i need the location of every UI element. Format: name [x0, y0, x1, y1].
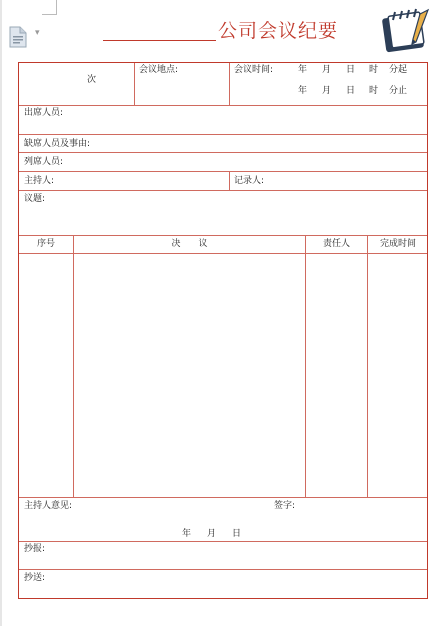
- end-month: 月: [322, 86, 332, 96]
- end-minute: 分止: [389, 86, 408, 96]
- document-icon[interactable]: [7, 26, 29, 48]
- signature-label: 签字:: [274, 501, 296, 511]
- col-divider: [73, 235, 74, 497]
- row-divider: [19, 171, 427, 172]
- crop-mark: [56, 0, 57, 14]
- session-label: 次: [87, 75, 97, 85]
- col-divider: [305, 235, 306, 497]
- notebook-pen-icon: [380, 8, 432, 54]
- host-label: 主持人:: [24, 176, 55, 186]
- observers-label: 列席人员:: [24, 157, 64, 167]
- row-divider: [19, 253, 427, 254]
- row-divider: [19, 105, 427, 106]
- topics-label: 议题:: [24, 194, 46, 204]
- title-underline: [103, 40, 216, 41]
- page-title: 公司会议纪要: [218, 20, 339, 42]
- start-hour: 时: [369, 65, 379, 75]
- col-divider: [134, 63, 135, 105]
- col-header-deadline: 完成时间: [379, 239, 416, 249]
- col-divider: [229, 63, 230, 105]
- col-divider: [367, 235, 368, 497]
- start-minute: 分起: [389, 65, 408, 75]
- date-day: 日: [232, 529, 242, 539]
- row-divider: [19, 190, 427, 191]
- absentees-label: 缺席人员及事由:: [24, 139, 91, 149]
- row-divider: [19, 134, 427, 135]
- row-divider: [19, 152, 427, 153]
- row-divider: [19, 541, 427, 542]
- col-divider: [229, 171, 230, 190]
- recorder-label: 记录人:: [234, 176, 265, 186]
- row-divider: [19, 497, 427, 498]
- crop-mark: [42, 14, 57, 15]
- row-divider: [19, 569, 427, 570]
- host-opinion-label: 主持人意见:: [24, 501, 73, 511]
- end-day: 日: [346, 86, 356, 96]
- start-month: 月: [322, 65, 332, 75]
- end-year: 年: [298, 86, 308, 96]
- end-hour: 时: [369, 86, 379, 96]
- col-header-owner: 责任人: [322, 239, 350, 249]
- col-header-seq: 序号: [36, 239, 55, 249]
- date-year: 年: [182, 529, 192, 539]
- time-label: 会议时间:: [234, 65, 274, 75]
- attendees-label: 出席人员:: [24, 108, 64, 118]
- date-month: 月: [207, 529, 217, 539]
- col-header-resolution: 决 议: [171, 239, 208, 249]
- place-label: 会议地点:: [139, 65, 179, 75]
- row-divider: [19, 235, 427, 236]
- cc-report-label: 抄报:: [24, 544, 46, 554]
- page-edge: [0, 0, 2, 626]
- cc-send-label: 抄送:: [24, 573, 46, 583]
- start-year: 年: [298, 65, 308, 75]
- chevron-down-icon[interactable]: ▾: [35, 28, 40, 38]
- start-day: 日: [346, 65, 356, 75]
- minutes-form: [18, 62, 428, 599]
